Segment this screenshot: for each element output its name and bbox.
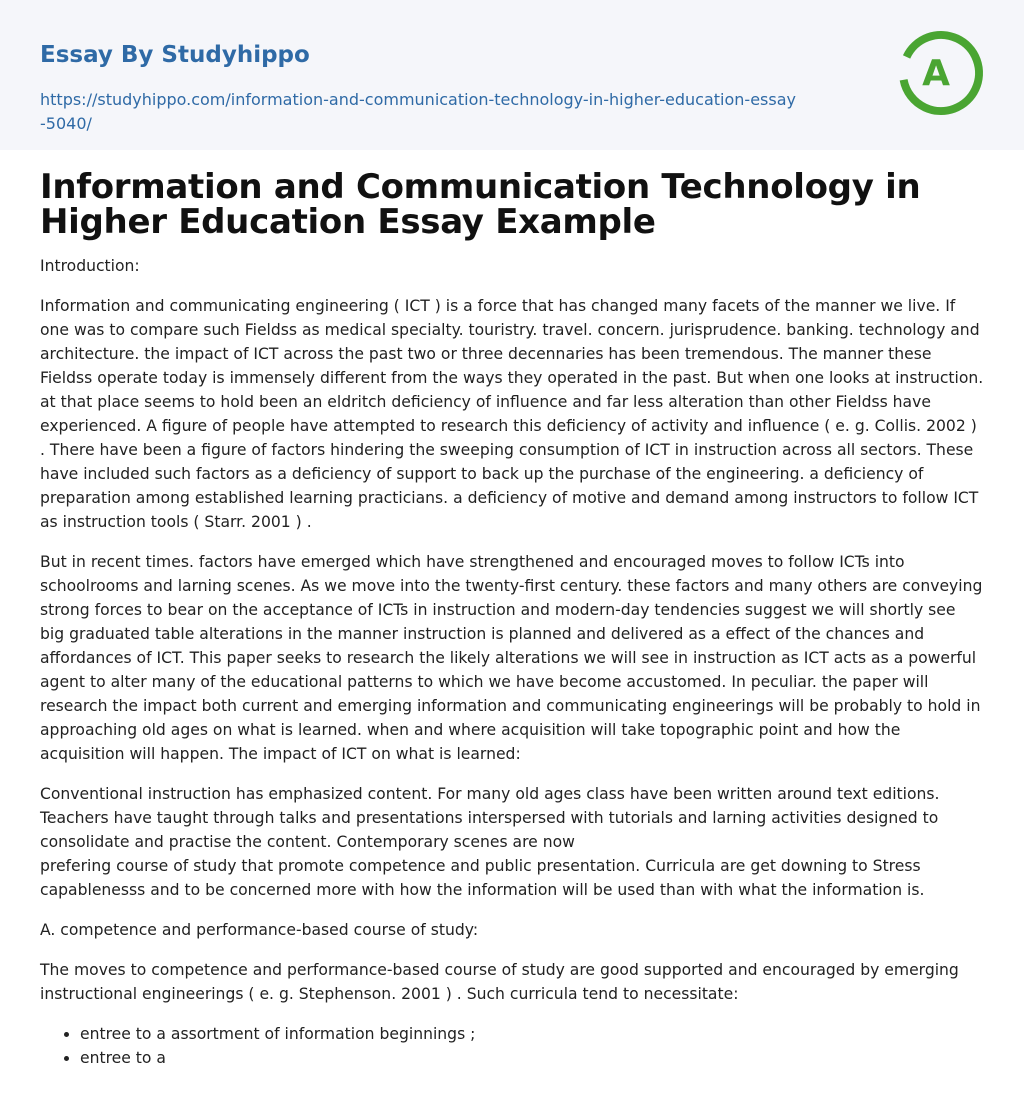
article (0, 150, 1024, 1070)
studyhippo-logo-icon[interactable] (896, 28, 986, 118)
source-url-link[interactable]: https://studyhippo.com/information-and-communication-technology-in-higher-education-essay-5040/ (40, 90, 796, 133)
logo-letter: A (922, 53, 950, 94)
list-item: • entree to a (80, 1046, 984, 1070)
page-title: Information and Communication Technology in Higher Education Essay Example (40, 167, 921, 242)
paragraph: Information and communicating engineering ( ICT ) is a force that has changed many facets of the manner we live. If one was to compare such Fieldss as medical specialty. touristry. travel. concern. jurisprudence. banking. technology and architecture. the impact of ICT across the past two or three decennaries has been tremendous. The manner these Fieldss operate today is immensely different from the ways they operated in the past. But when one looks at instruction. at that place seems to hold been an eldritch deficiency of influence and far less alteration than other Fieldss have experienced. A figure of people have attempted to research this deficiency of activity and influence ( e. g. Collis. 2002 ) . There have been a figure of factors hindering the sweeping consumption of ICT in instruction across all sectors. These have included such factors as a deficiency of support to back up the purchase of the engineering. a deficiency of preparation among established learning practicians. a deficiency of motive and demand among instructors to follow ICT as instruction tools ( Starr. 2001 ) . (40, 297, 984, 531)
brand-title[interactable]: Essay By Studyhippo (40, 42, 310, 68)
intro-label: Introduction: (40, 257, 140, 275)
paragraph: But in recent times. factors have emerged which have strengthened and encouraged moves to follow ICTs into schoolrooms and larning scenes. As we move into the twenty-first century. these factors and many others are conveying strong forces to bear on the acceptance of ICTs in instruction and modern-day tendencies suggest we will shortly see big graduated table alterations in the manner instruction is planned and delivered as a effect of the chances and affordances of ICT. This paper seeks to research the likely alterations we will see in instruction as ICT acts as a powerful agent to alter many of the educational patterns to which we have become accustomed. In peculiar. the paper will research the impact both current and emerging information and communicating engineerings will be probably to hold in approaching old ages on what is learned. when and where acquisition will take topographic point and how the acquisition will happen. The impact of ICT on what is learned: (40, 553, 983, 763)
section-subheading: A. competence and performance-based course of study: (40, 921, 479, 939)
list-item: • entree to a assortment of information beginnings ; (80, 1022, 984, 1046)
bullet-list (40, 1022, 984, 1070)
paragraph-part: prefering course of study that promote competence and public presentation. Curricula are get downing to Stress capablenesss and to be concerned more with how the information will be used than with what the information is. (40, 857, 925, 899)
paragraph (40, 782, 984, 902)
paragraph: The moves to competence and performance-based course of study are good supported and encouraged by emerging instructional engineerings ( e. g. Stephenson. 2001 ) . Such curricula tend to necessitate: (40, 961, 959, 1003)
paragraph-part: Conventional instruction has emphasized content. For many old ages class have been written around text editions. Teachers have taught through talks and presentations interspersed with tutorials and larning activities designed to consolidate and practise the content. Contemporary scenes are now (40, 785, 940, 851)
site-header (0, 0, 1024, 150)
